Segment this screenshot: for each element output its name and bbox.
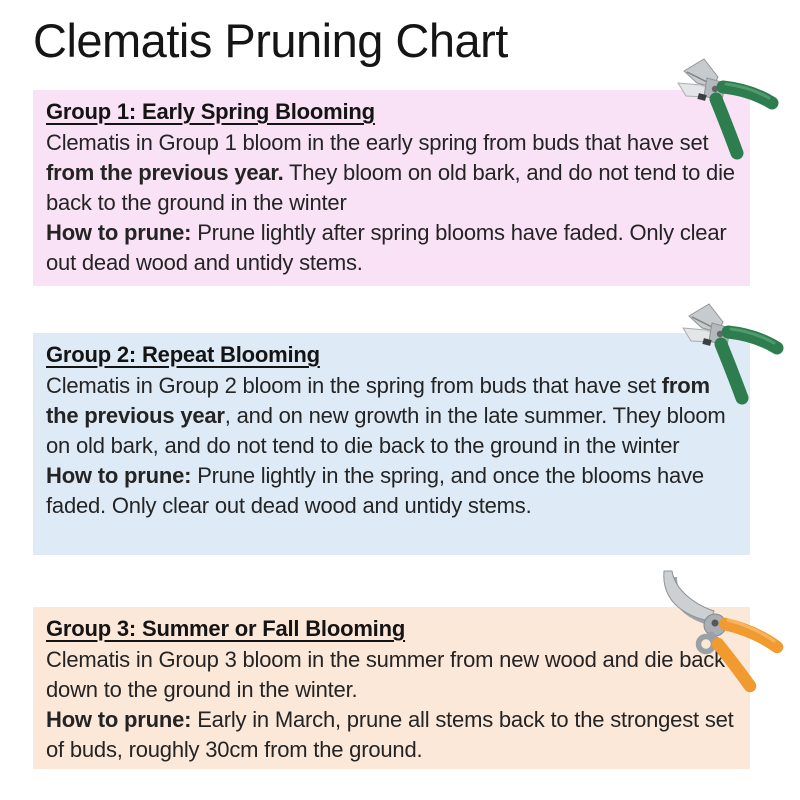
group-3-heading: Group 3: Summer or Fall Blooming	[46, 616, 406, 641]
group-3-description	[46, 645, 737, 705]
group-2-description-segment: Clematis in Group 2 bloom in the spring from buds that have set	[46, 373, 662, 398]
group-2-how-to-prune-text: Prune lightly in the spring, and once the blooms have faded. Only clear out dead wood and untidy stems.	[46, 463, 704, 518]
group-3-how-to-prune-text: Early in March, prune all stems back to the strongest set of buds, roughly 30cm from the ground.	[46, 707, 734, 762]
pruner-curved-blade	[664, 571, 714, 621]
group-2-prune-instructions	[46, 461, 737, 521]
group-2-description-segment: , and on new growth in the late summer. They bloom on old bark, and do not tend to die back to the ground in the winter	[46, 403, 726, 458]
group-1-how-to-prune-text: Prune lightly after spring blooms have faded. Only clear out dead wood and untidy stems.	[46, 220, 727, 275]
group-1-card	[33, 90, 750, 286]
group-3-description-segment: Clematis in Group 3 bloom in the summer from new wood and die back down to the ground in the winter.	[46, 647, 725, 702]
group-3-card	[33, 607, 750, 769]
group-1-prune-instructions	[46, 218, 737, 278]
group-2-pruning-snips-icon	[676, 301, 798, 413]
group-1-description-segment: Clematis in Group 1 bloom in the early spring from buds that have set	[46, 130, 709, 155]
group-1-description	[46, 128, 737, 218]
group-3-prune-instructions	[46, 705, 737, 765]
pruner-lower-handle	[718, 644, 750, 686]
group-3-how-to-prune-label: How to prune:	[46, 707, 192, 732]
group-1-description-bold-segment: from the previous year.	[46, 160, 284, 185]
group-2-card	[33, 333, 750, 555]
snips-lower-handle	[721, 344, 742, 398]
pruner-pivot-bolt	[712, 620, 719, 627]
page-title: Clematis Pruning Chart	[33, 14, 508, 67]
group-2-heading: Group 2: Repeat Blooming	[46, 342, 320, 367]
group-1-how-to-prune-label: How to prune:	[46, 220, 192, 245]
group-1-description-segment: They bloom on old bark, and do not tend to die back to the ground in the winter	[46, 160, 735, 215]
snips-lower-handle	[716, 99, 737, 153]
group-2-how-to-prune-label: How to prune:	[46, 463, 192, 488]
group-2-description-bold-segment: from the previous year	[46, 373, 710, 428]
group-2-description	[46, 371, 737, 461]
group-1-pruning-snips-icon	[671, 56, 793, 168]
group-3-bypass-pruners-icon	[650, 565, 787, 702]
group-1-heading: Group 1: Early Spring Blooming	[46, 99, 375, 124]
